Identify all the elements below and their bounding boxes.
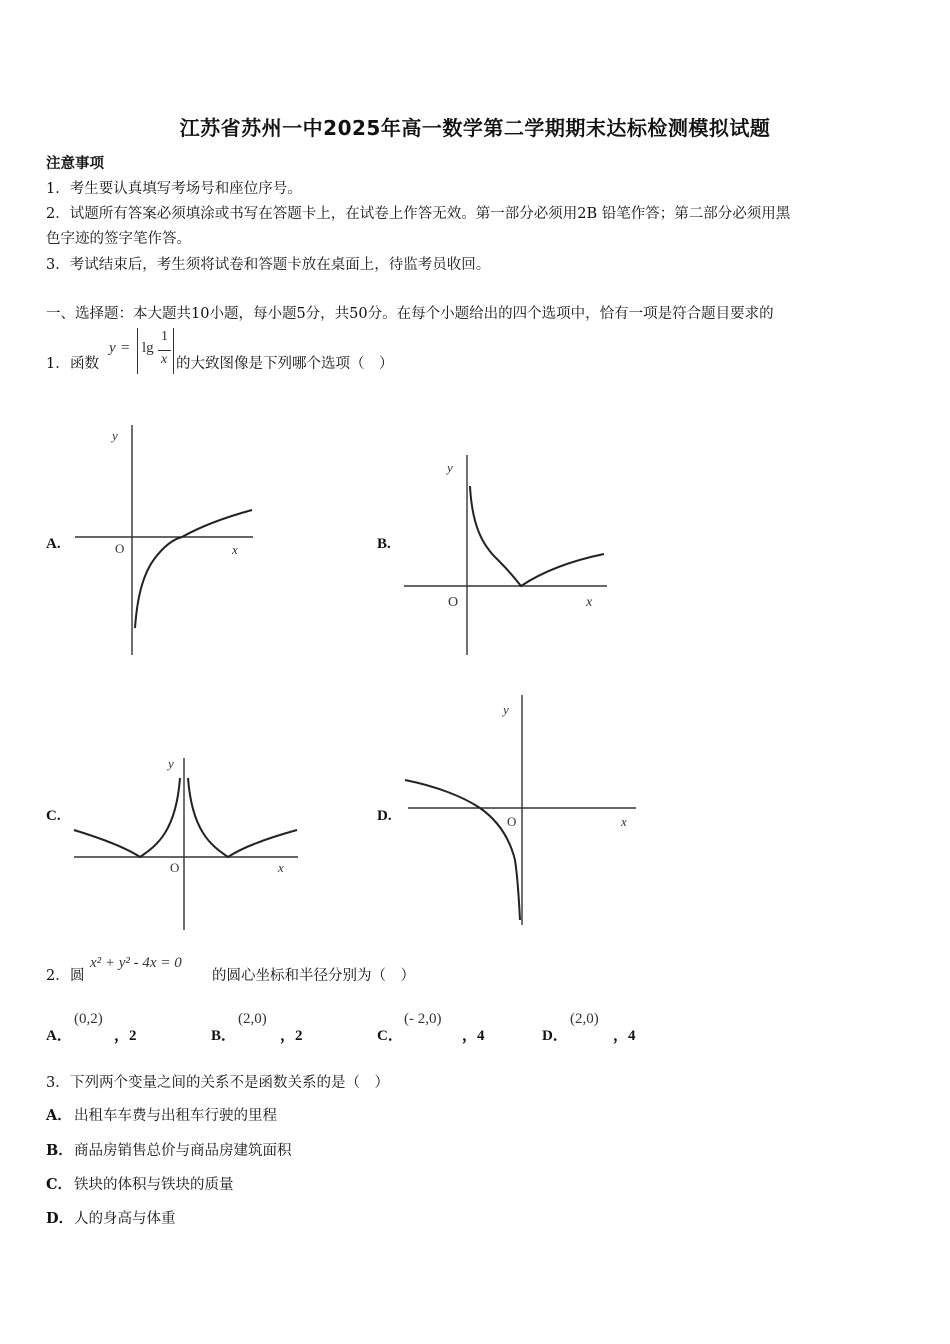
- origin-label: O: [448, 595, 459, 610]
- q1-option-a-graph[interactable]: [70, 420, 260, 660]
- x-axis-label: x: [621, 814, 627, 829]
- q3-option-a-text[interactable]: 出租车车费与出租车行驶的里程: [74, 1108, 277, 1124]
- q1-formula-num: 1: [161, 329, 168, 344]
- origin-label: O: [170, 860, 180, 875]
- q2-formula: x² + y² - 4x = 0: [90, 955, 182, 971]
- x-axis-label: x: [586, 595, 593, 610]
- q1-formula-y: y: [109, 340, 116, 356]
- q2-option-c-coord[interactable]: (- 2,0): [404, 1011, 442, 1027]
- q3-option-b-text[interactable]: 商品房销售总价与商品房建筑面积: [74, 1143, 292, 1159]
- q3-option-a-label[interactable]: A．: [46, 1107, 72, 1124]
- notice-item-2: 2．试题所有答案必须填涂或书写在答题卡上，在试卷上作答无效。第一部分必须用2B 铅笔作答；第二部分必须用黑: [46, 206, 791, 222]
- curve: [135, 510, 252, 628]
- q3-option-b-label[interactable]: B．: [46, 1142, 73, 1159]
- y-axis-label: y: [168, 756, 174, 771]
- q1-stem: 的大致图像是下列哪个选项（ ）: [176, 356, 394, 372]
- q1-option-a-label[interactable]: A.: [46, 536, 61, 552]
- q1-abs-bar-right: [173, 328, 174, 374]
- q1-option-b-graph[interactable]: [400, 450, 615, 660]
- q2-option-b-value[interactable]: ，2: [280, 1028, 303, 1044]
- q3-option-d-label[interactable]: D．: [46, 1210, 74, 1227]
- curve: [470, 486, 604, 586]
- q1-option-d-label[interactable]: D.: [377, 808, 392, 824]
- q1-formula-lg: lg: [142, 340, 154, 356]
- q2-option-c-label[interactable]: C．: [377, 1028, 403, 1044]
- notice-item-2-cont: 色字迹的签字笔作答。: [46, 231, 191, 247]
- notice-item-1: 1．考生要认真填写考场号和座位序号。: [46, 181, 302, 197]
- q2-prefix: 圆: [70, 968, 85, 984]
- notice-heading: 注意事项: [46, 155, 104, 172]
- origin-label: O: [507, 814, 517, 829]
- origin-label: O: [115, 541, 125, 556]
- q2-option-d-coord[interactable]: (2,0): [570, 1011, 599, 1027]
- q1-option-c-label[interactable]: C.: [46, 808, 61, 824]
- curve-right: [188, 778, 297, 857]
- curve-left: [74, 778, 180, 857]
- y-axis-label: y: [112, 428, 118, 443]
- q1-formula-den: x: [161, 352, 168, 367]
- q2-option-a-label[interactable]: A．: [46, 1028, 72, 1044]
- curve: [405, 780, 520, 920]
- q2-option-b-coord[interactable]: (2,0): [238, 1011, 267, 1027]
- q2-option-a-coord[interactable]: (0,2): [74, 1011, 103, 1027]
- q2-option-d-value[interactable]: ，4: [613, 1028, 636, 1044]
- q3-option-d-text[interactable]: 人的身高与体重: [74, 1211, 176, 1227]
- q2-option-b-label[interactable]: B．: [211, 1028, 237, 1044]
- notice-item-3: 3．考试结束后，考生须将试卷和答题卡放在桌面上，待监考员收回。: [46, 257, 491, 273]
- y-axis-label: y: [503, 702, 509, 717]
- q1-formula: [106, 328, 176, 374]
- q2-option-c-value[interactable]: ，4: [462, 1028, 485, 1044]
- q3-option-c-label[interactable]: C．: [46, 1176, 73, 1193]
- q1-option-d-graph[interactable]: [400, 690, 645, 930]
- q1-number: 1．: [46, 356, 70, 372]
- q1-option-b-label[interactable]: B.: [377, 536, 391, 552]
- q3-option-c-text[interactable]: 铁块的体积与铁块的质量: [74, 1177, 234, 1193]
- page-title: 江苏省苏州一中2025年高一数学第二学期期末达标检测模拟试题: [179, 116, 771, 140]
- q1-prefix: 函数: [70, 356, 99, 372]
- q2-option-a-value[interactable]: ，2: [114, 1028, 137, 1044]
- q1-formula-eq: =: [121, 340, 130, 356]
- x-axis-label: x: [232, 542, 238, 557]
- q2-option-d-label[interactable]: D．: [542, 1028, 568, 1044]
- q2-stem: 的圆心坐标和半径分别为（ ）: [212, 968, 415, 984]
- q1-abs-bar-left: [137, 328, 138, 374]
- y-axis-label: y: [447, 460, 453, 475]
- q2-number: 2．: [46, 968, 70, 984]
- section-heading: 一、选择题：本大题共10小题，每小题5分，共50分。在每个小题给出的四个选项中，恰有一项是符合题目要求的: [46, 306, 774, 322]
- q1-fraction-bar: [158, 350, 171, 351]
- q1-option-c-graph[interactable]: [70, 750, 305, 935]
- q3-number: 3．: [46, 1075, 70, 1091]
- x-axis-label: x: [278, 860, 284, 875]
- q3-stem: 下列两个变量之间的关系不是函数关系的是（ ）: [70, 1075, 389, 1091]
